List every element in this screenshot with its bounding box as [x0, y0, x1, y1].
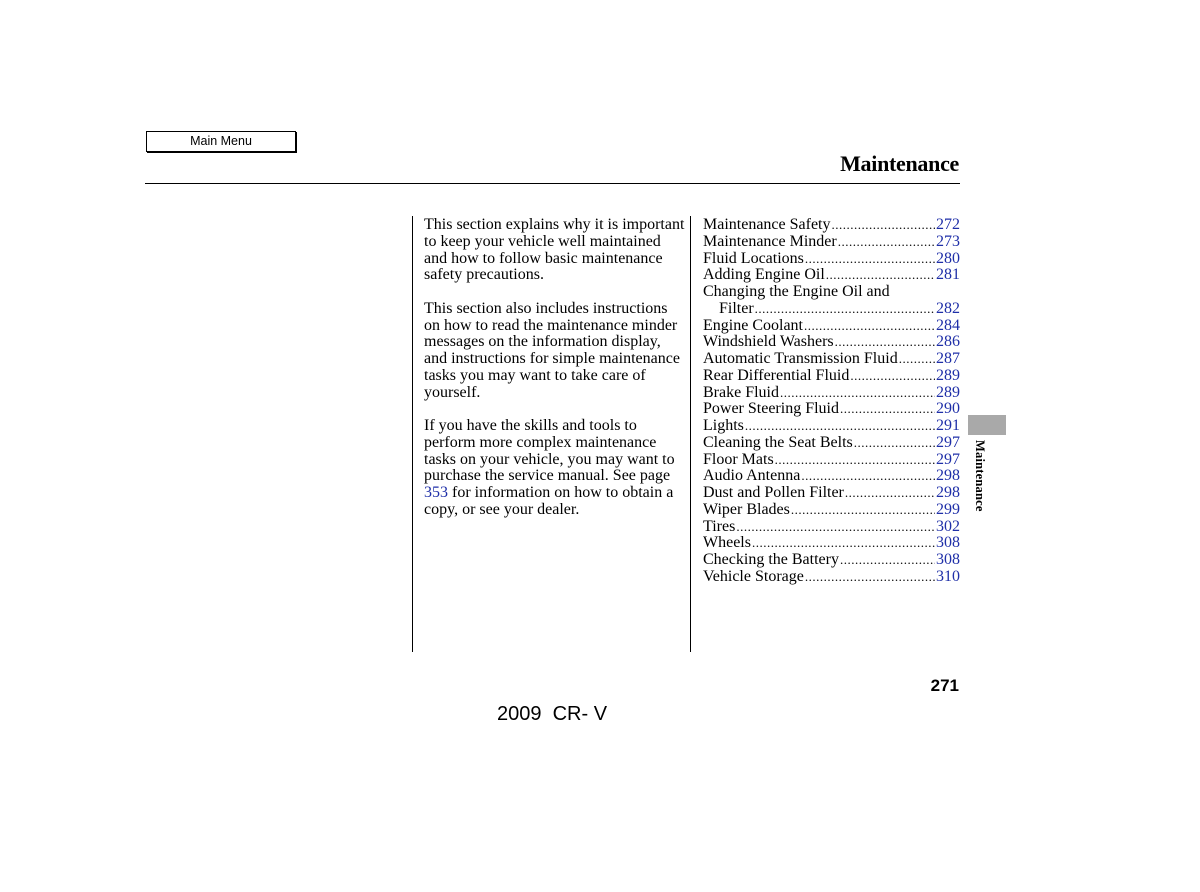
toc-item-page-link[interactable]: 273	[936, 232, 960, 250]
toc-item-label: Cleaning the Seat Belts	[703, 433, 853, 451]
toc-item-vehicle-storage[interactable]	[703, 569, 960, 586]
toc-item-label: Audio Antenna	[703, 467, 801, 485]
toc-item-page-link[interactable]: 290	[936, 400, 960, 418]
section-side-label: Maintenance	[973, 440, 987, 512]
toc-item-page-link[interactable]: 298	[936, 467, 960, 485]
toc-leader-dots	[736, 519, 935, 536]
toc-leader-dots	[854, 435, 935, 452]
toc-leader-dots	[805, 569, 935, 586]
toc-item-label: Changing the Engine Oil and	[703, 283, 890, 300]
toc-item-label: Maintenance Safety	[703, 216, 831, 233]
toc-leader-dots	[775, 452, 935, 469]
toc-item-page-link[interactable]: 297	[936, 433, 960, 451]
toc-leader-dots	[850, 368, 935, 385]
intro-paragraph-3	[424, 418, 686, 519]
toc-item-page-link[interactable]: 272	[936, 216, 960, 233]
toc-item-changing-engine-oil-filter[interactable]	[703, 301, 960, 318]
column-divider-right	[690, 216, 691, 652]
toc-leader-dots	[840, 552, 935, 569]
toc-item-page-link[interactable]: 280	[936, 249, 960, 267]
intro-paragraph-1: This section explains why it is important to keep your vehicle well maintained and how to follow basic maintenance safety precautions.	[424, 216, 685, 284]
toc-item-label: Windshield Washers	[703, 333, 834, 351]
toc-leader-dots	[755, 301, 935, 318]
intro-paragraph-3-text-b: for information on how to obtain a copy, or see your dealer.	[424, 484, 674, 518]
toc-item-label: Rear Differential Fluid	[703, 366, 850, 384]
toc-item-label: Fluid Locations	[703, 249, 804, 267]
section-tab-marker	[968, 415, 1006, 435]
toc-leader-dots	[780, 385, 935, 402]
toc-leader-dots	[752, 535, 935, 552]
toc-leader-dots	[826, 267, 935, 284]
toc-leader-dots	[791, 502, 935, 519]
toc-item-adding-engine-oil[interactable]	[703, 267, 960, 284]
toc-item-label: Checking the Battery	[703, 551, 839, 568]
header-divider	[145, 183, 960, 184]
toc-item-page-link[interactable]: 281	[936, 266, 960, 284]
toc-item-label: Filter	[719, 299, 754, 317]
toc-item-label: Tires	[703, 517, 736, 535]
main-menu-button[interactable]: Main Menu	[146, 131, 296, 152]
toc-item-page-link[interactable]: 308	[936, 551, 960, 568]
toc-item-label: Floor Mats	[703, 450, 774, 468]
toc-item-wheels[interactable]	[703, 535, 960, 552]
toc-item-changing-engine-oil-heading[interactable]	[703, 284, 960, 301]
intro-paragraph-2: This section also includes instructions on how to read the maintenance minder messages on the information display, and instructions for simple maintenance tasks you may want to take care of yourself.	[424, 299, 680, 401]
column-divider-left	[412, 216, 413, 652]
toc-leader-dots	[838, 234, 935, 251]
toc-item-page-link[interactable]: 310	[936, 567, 960, 585]
toc-item-engine-coolant[interactable]	[703, 318, 960, 335]
toc-leader-dots	[804, 318, 935, 335]
toc-item-label: Maintenance Minder	[703, 232, 837, 250]
toc-item-page-link[interactable]: 298	[936, 484, 960, 501]
toc-leader-dots	[835, 334, 935, 351]
toc-item-automatic-transmission-fluid[interactable]	[703, 351, 960, 368]
toc-leader-dots	[745, 418, 935, 435]
toc-item-brake-fluid[interactable]	[703, 385, 960, 402]
toc-item-dust-pollen-filter[interactable]	[703, 485, 960, 502]
toc-item-label: Lights	[703, 417, 744, 434]
toc-leader-dots	[845, 485, 935, 502]
toc-item-maintenance-safety[interactable]	[703, 217, 960, 234]
toc-item-label: Power Steering Fluid	[703, 400, 839, 418]
toc-item-fluid-locations[interactable]	[703, 251, 960, 268]
toc-leader-dots	[840, 401, 935, 418]
toc-item-page-link[interactable]: 287	[936, 350, 960, 367]
toc-item-page-link[interactable]: 282	[936, 299, 960, 317]
toc-item-page-link[interactable]: 286	[936, 333, 960, 351]
toc-item-lights[interactable]	[703, 418, 960, 435]
toc-item-windshield-washers[interactable]	[703, 334, 960, 351]
toc-item-label: Wheels	[703, 534, 751, 552]
toc-leader-dots	[801, 468, 935, 485]
toc-item-wiper-blades[interactable]	[703, 502, 960, 519]
toc-item-label: Dust and Pollen Filter	[703, 484, 844, 501]
toc-item-power-steering-fluid[interactable]	[703, 401, 960, 418]
intro-paragraph-3-text-a: If you have the skills and tools to perform more complex maintenance tasks on your vehicle, you may want to purchase the service manual. See page	[424, 417, 675, 485]
toc-leader-dots	[832, 217, 936, 234]
intro-text	[424, 217, 686, 535]
toc-item-page-link[interactable]: 308	[936, 534, 960, 552]
toc-item-maintenance-minder[interactable]	[703, 234, 960, 251]
toc-item-rear-differential-fluid[interactable]	[703, 368, 960, 385]
table-of-contents	[703, 217, 960, 586]
page-number: 271	[930, 676, 959, 695]
toc-item-label: Automatic Transmission Fluid	[703, 350, 898, 367]
toc-item-label: Vehicle Storage	[703, 567, 804, 585]
toc-item-label: Brake Fluid	[703, 383, 779, 401]
toc-item-page-link[interactable]: 302	[936, 517, 960, 535]
toc-item-cleaning-seat-belts[interactable]	[703, 435, 960, 452]
toc-item-page-link[interactable]: 289	[936, 366, 960, 384]
toc-item-floor-mats[interactable]	[703, 452, 960, 469]
toc-leader-dots	[805, 251, 935, 268]
toc-item-audio-antenna[interactable]	[703, 468, 960, 485]
toc-item-page-link[interactable]: 284	[936, 316, 960, 334]
toc-item-page-link[interactable]: 297	[936, 450, 960, 468]
page-353-link[interactable]: 353	[424, 484, 448, 501]
toc-item-page-link[interactable]: 289	[936, 383, 960, 401]
footer-model-label: 2009 CR- V	[497, 703, 608, 725]
toc-item-label: Engine Coolant	[703, 316, 803, 334]
toc-item-page-link[interactable]: 299	[936, 500, 960, 518]
toc-item-label: Wiper Blades	[703, 500, 790, 518]
toc-item-tires[interactable]	[703, 519, 960, 536]
page-title: Maintenance	[840, 151, 959, 176]
toc-item-checking-battery[interactable]	[703, 552, 960, 569]
toc-leader-dots	[899, 351, 935, 368]
toc-item-page-link[interactable]: 291	[936, 417, 960, 434]
toc-item-label: Adding Engine Oil	[703, 266, 825, 284]
